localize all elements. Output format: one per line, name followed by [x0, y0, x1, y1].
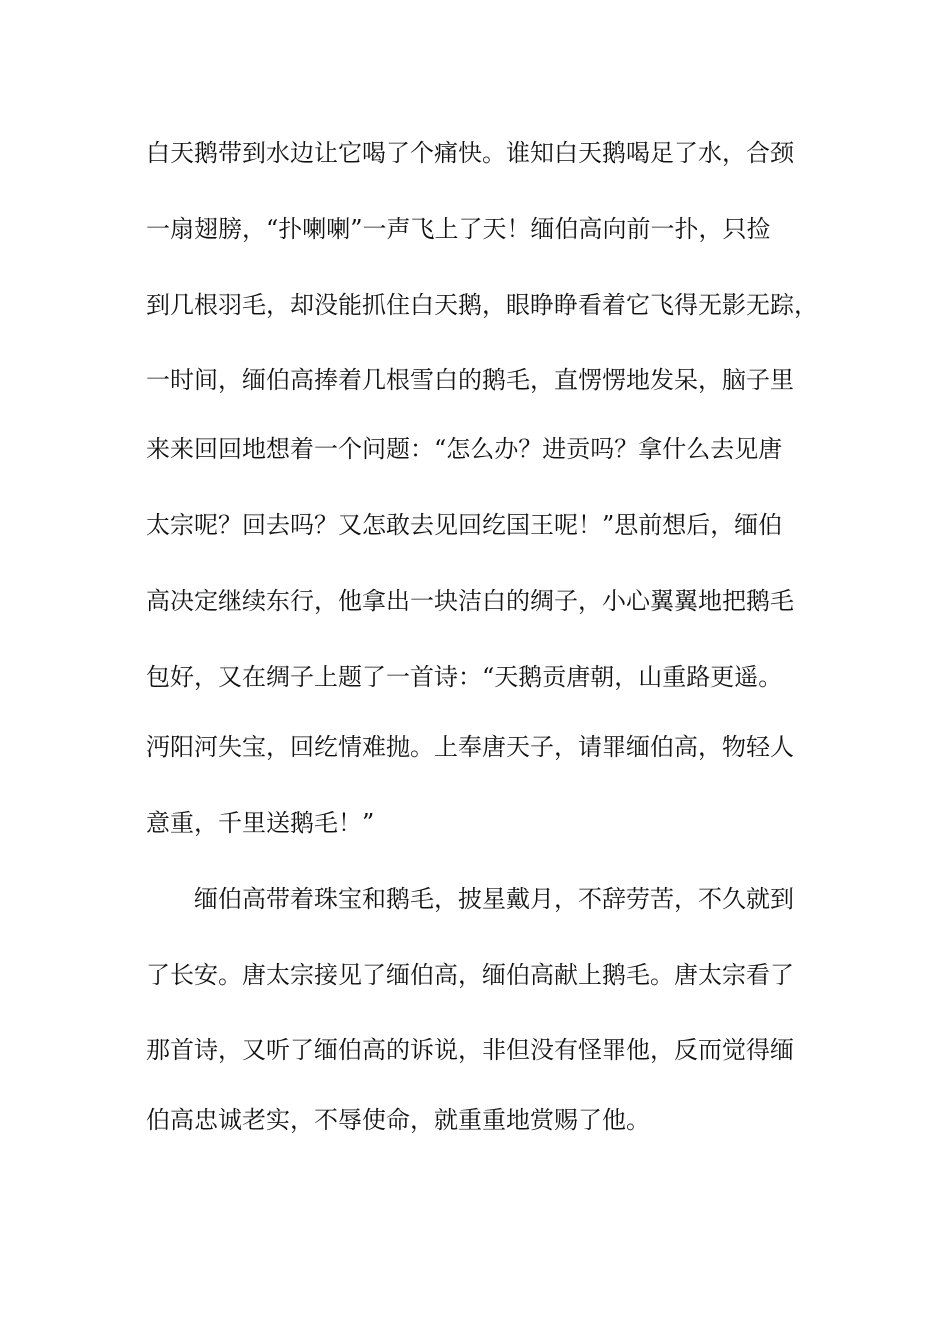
text-line-12: 了长安。唐太宗接见了缅伯高，缅伯高献上鹅毛。唐太宗看了 [146, 961, 794, 989]
text-line-10: 意重，千里送鹅毛！” [146, 809, 375, 837]
text-line-9: 沔阳河失宝，回纥情难抛。上奉唐天子，请罪缅伯高，物轻人 [146, 733, 794, 761]
paragraph-2-first-line: 缅伯高带着珠宝和鹅毛，披星戴月，不辞劳苦，不久就到 [194, 885, 794, 913]
text-line-13: 那首诗，又听了缅伯高的诉说，非但没有怪罪他，反而觉得缅 [146, 1036, 794, 1064]
text-line-4: 一时间，缅伯高捧着几根雪白的鹅毛，直愣愣地发呆，脑子里 [146, 366, 794, 394]
text-line-8: 包好，又在绸子上题了一首诗：“天鹅贡唐朝，山重路更遥。 [146, 663, 783, 691]
text-line-3: 到几根羽毛，却没能抓住白天鹅，眼睁睁看着它飞得无影无踪， [146, 291, 818, 319]
text-line-5: 来来回回地想着一个问题：“怎么办？进贡吗？拿什么去见唐 [146, 435, 783, 463]
text-line-1: 白天鹅带到水边让它喝了个痛快。谁知白天鹅喝足了水，合颈 [146, 139, 794, 167]
text-line-7: 高决定继续东行，他拿出一块洁白的绸子，小心翼翼地把鹅毛 [146, 587, 794, 615]
text-line-2: 一扇翅膀，“扑喇喇”一声飞上了天！缅伯高向前一扑，只捡 [146, 215, 771, 243]
text-line-14: 伯高忠诚老实，不辱使命，就重重地赏赐了他。 [146, 1106, 650, 1134]
text-line-6: 太宗呢？回去吗？又怎敢去见回纥国王呢！”思前想后，缅伯 [146, 511, 783, 539]
